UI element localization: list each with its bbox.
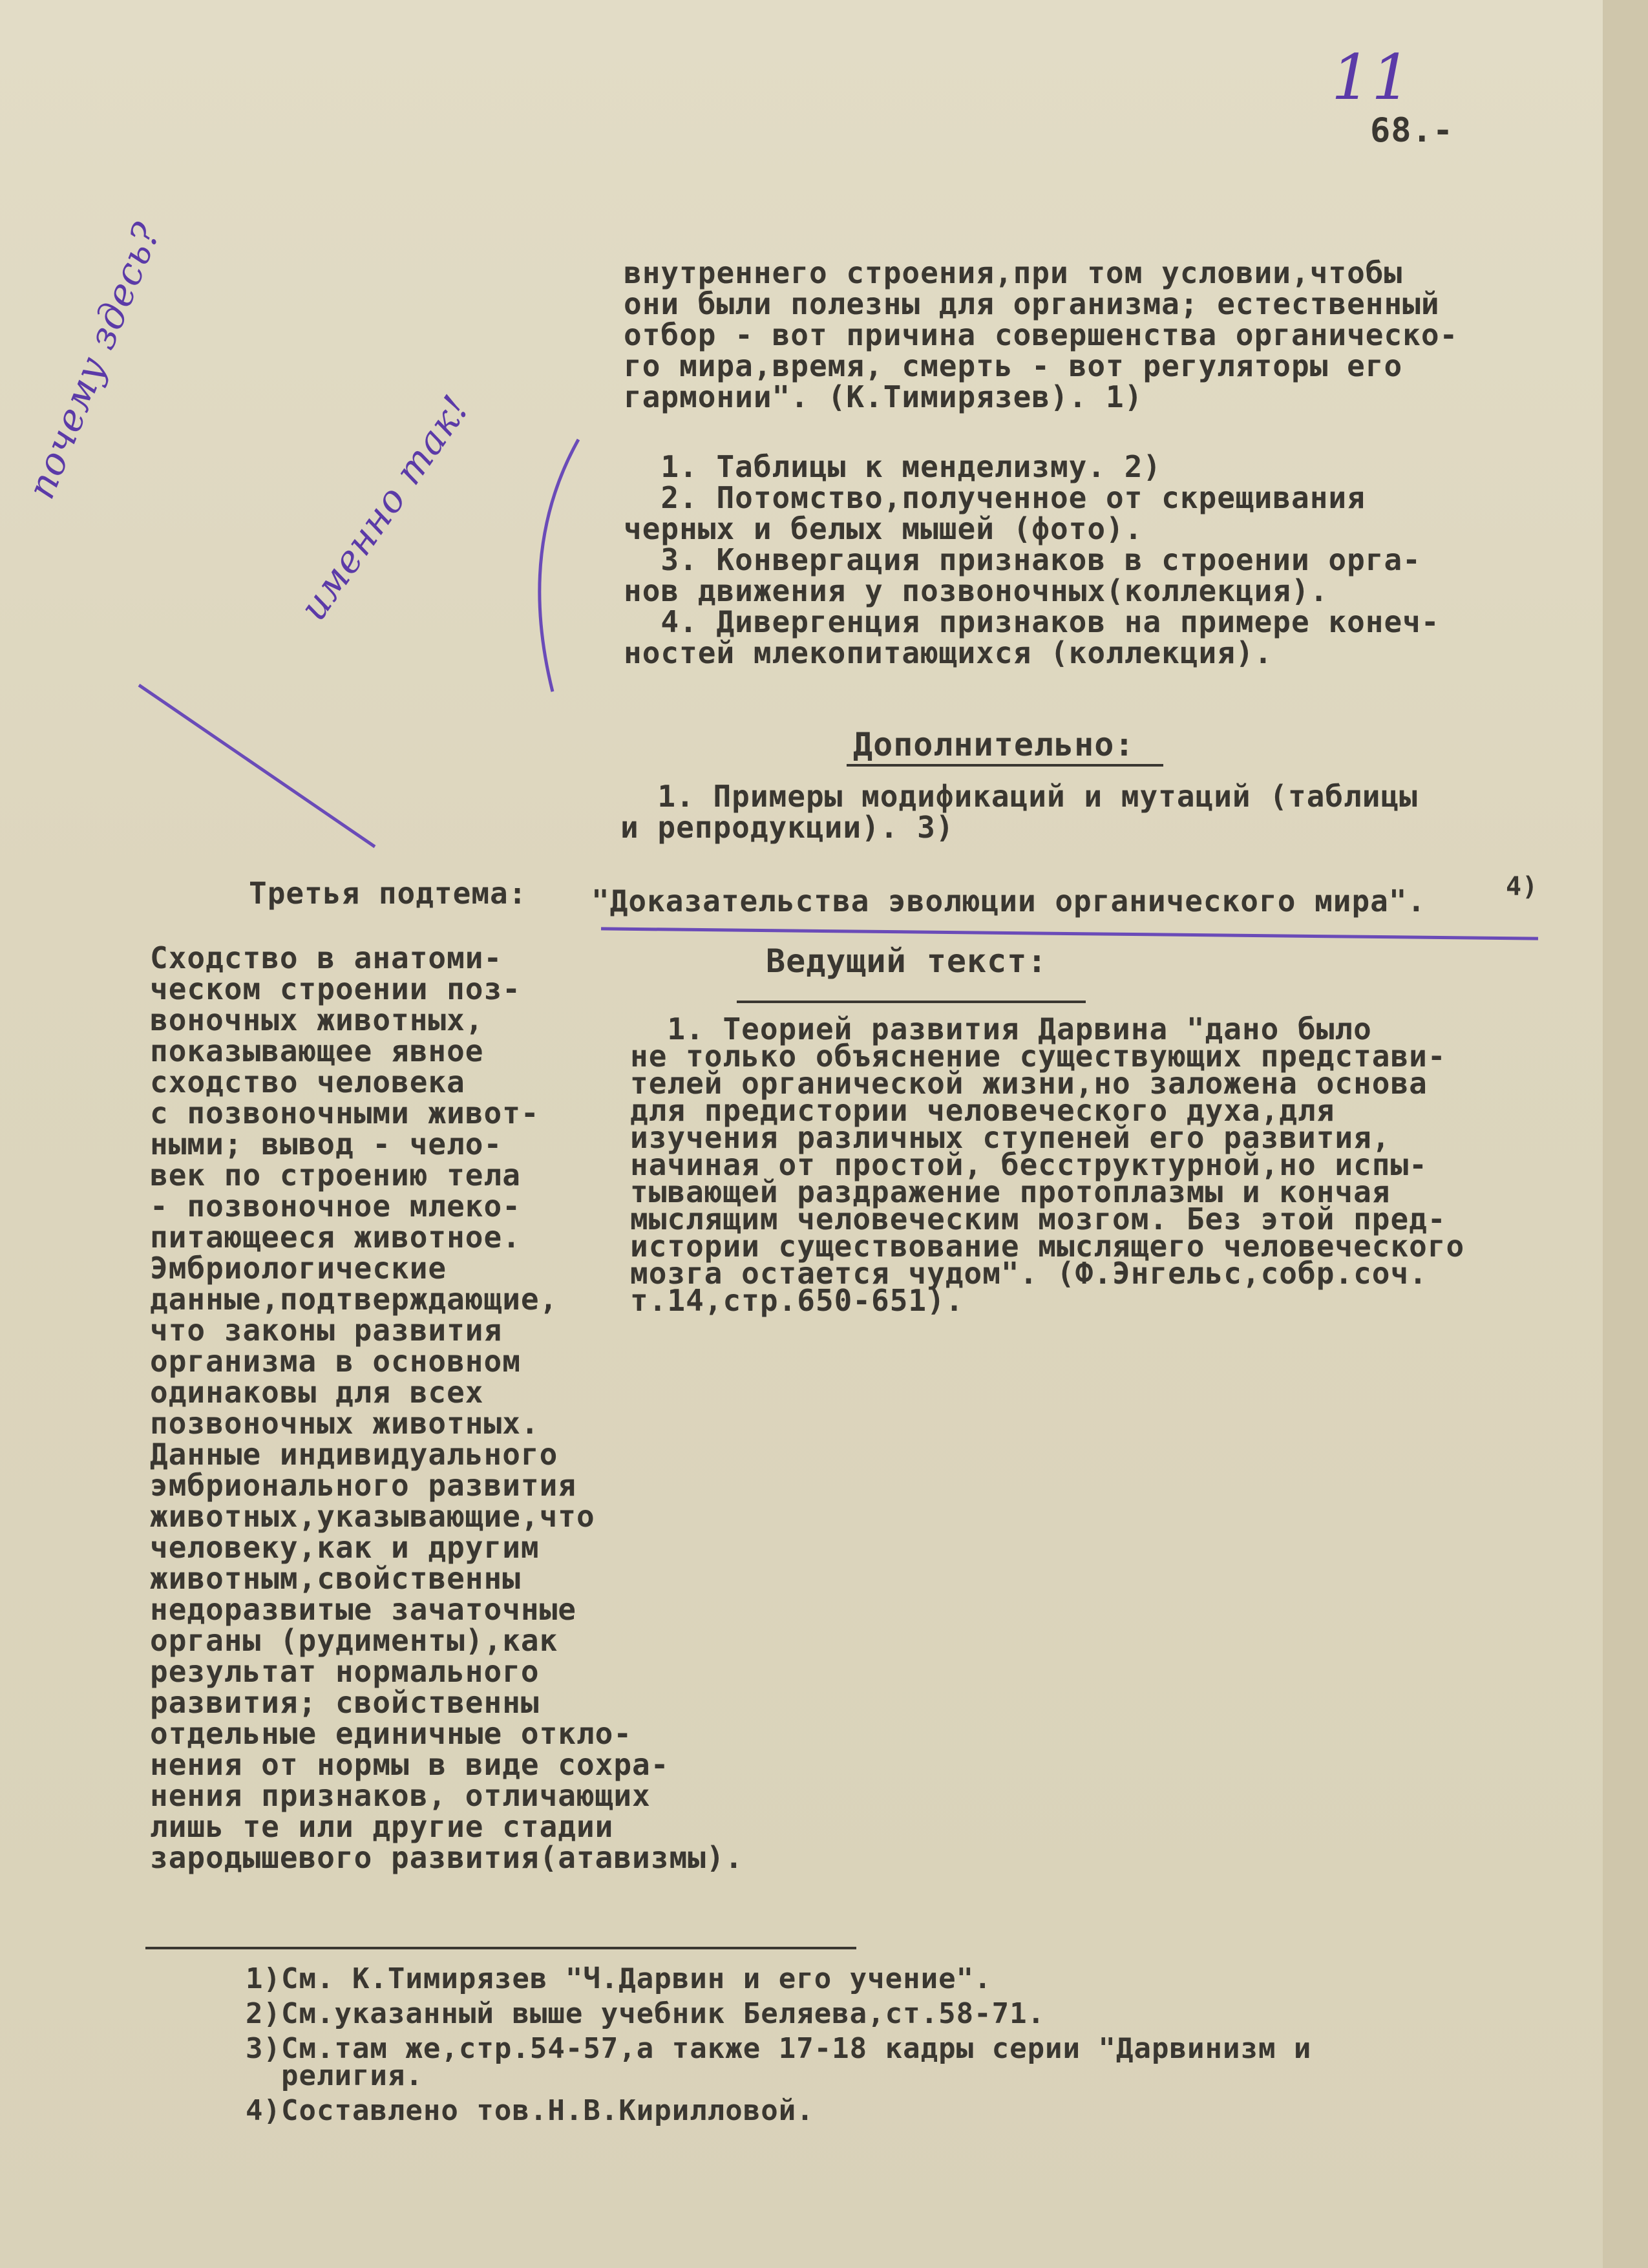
subtopic-footnote-ref: 4) (1506, 872, 1539, 902)
text-line: Сходство в анатоми- (150, 940, 503, 975)
text-line: век по строению тела (150, 1158, 521, 1192)
list-item: нов движения у позвоночных(коллекция). (624, 573, 1329, 608)
footnote: 2)См.указанный выше учебник Беляева,ст.58-71. (246, 1997, 1046, 2030)
text-line: для предистории человеческого духа,для (630, 1093, 1335, 1128)
text-line: эмбрионального развития (150, 1468, 576, 1503)
text-line: мыслящим человеческим мозгом. Без этой пред- (630, 1202, 1446, 1236)
list-item: 1. Примеры модификаций и мутаций (таблицы (620, 779, 1418, 814)
text-line: Эмбриологические (150, 1251, 447, 1286)
list-item: 3. Конвергация признаков в строении орга- (624, 542, 1421, 577)
margin-note-1: почему здесь? (18, 216, 169, 505)
text-line: нения от нормы в виде сохра- (150, 1747, 670, 1782)
heading-underline (847, 764, 1163, 767)
list-item: 1. Таблицы к менделизму. 2) (624, 449, 1162, 484)
text-line: - позвоночное млеко- (150, 1189, 521, 1224)
text-line: показывающее явное (150, 1033, 484, 1068)
subtopic-label: Третья подтема: (249, 876, 527, 911)
text-line: развития; свойственны (150, 1685, 540, 1720)
text-line: животным,свойственны (150, 1561, 521, 1596)
text-line: отдельные единичные откло- (150, 1716, 633, 1751)
footnote: 3)См.там же,стр.54-57,а также 17-18 кадры серии "Дарвинизм и (246, 2032, 1312, 2065)
leading-heading-underline (737, 1001, 1086, 1003)
list-item: черных и белых мышей (фото). (624, 511, 1143, 546)
additional-heading: Дополнительно: (853, 726, 1135, 763)
text-line: ческом строении поз- (150, 971, 521, 1006)
list-item: 2. Потомство,полученное от скрещивания (624, 480, 1366, 515)
subtopic-title: "Доказательства эволюции органического мира". (591, 884, 1426, 918)
list-item: и репродукции). 3) (620, 810, 955, 845)
text-line: позвоночных животных. (150, 1406, 540, 1441)
text-line: воночных животных, (150, 1002, 484, 1037)
text-line: тывающей раздражение протоплазмы и кончая (630, 1174, 1391, 1209)
text-line: питающееся животное. (150, 1220, 521, 1255)
text-line: отбор - вот причина совершенства органическо- (624, 317, 1459, 352)
text-line: мозга остается чудом". (Ф.Энгельс,собр.соч. (630, 1256, 1428, 1291)
text-line: изучения различных ступеней его развития, (630, 1120, 1391, 1155)
text-line: с позвоночными живот- (150, 1096, 540, 1130)
text-line: недоразвитые зачаточные (150, 1592, 576, 1627)
text-line: гармонии". (К.Тимирязев). 1) (624, 379, 1143, 414)
text-line: они были полезны для организма; естественный (624, 286, 1440, 321)
text-line: ными; вывод - чело- (150, 1127, 503, 1161)
text-line: одинаковы для всех (150, 1375, 484, 1410)
text-line: человеку,как и другим (150, 1530, 540, 1565)
text-line: истории существование мыслящего человеческого (630, 1229, 1465, 1264)
margin-note-2: именно так! (291, 387, 478, 629)
footnote: 1)См. К.Тимирязев "Ч.Дарвин и его учение". (246, 1962, 992, 1995)
footnote: 4)Составлено тов.Н.В.Кирилловой. (246, 2094, 814, 2127)
text-line: лишь те или другие стадии (150, 1809, 614, 1844)
text-line: сходство человека (150, 1065, 465, 1099)
archive-mark: 11 (1331, 41, 1412, 114)
text-line: Данные индивидуального (150, 1437, 558, 1472)
text-line: органы (рудименты),как (150, 1623, 558, 1658)
text-line: зародышевого развития(атавизмы). (150, 1840, 744, 1875)
text-line: начиная от простой, бесструктурной,но испы- (630, 1147, 1428, 1182)
text-line: 1. Теорией развития Дарвина "дано было (630, 1012, 1372, 1046)
text-line: результат нормального (150, 1654, 540, 1689)
list-item: ностей млекопитающихся (коллекция). (624, 635, 1273, 670)
sheet-edge (1603, 0, 1648, 2268)
leading-heading: Ведущий текст: (766, 942, 1048, 980)
text-line: животных,указывающие,что (150, 1499, 595, 1534)
footnote-rule (145, 1947, 856, 1949)
footnote: религия. (246, 2059, 423, 2092)
text-line: данные,подтверждающие, (150, 1282, 558, 1317)
list-item: 4. Дивергенция признаков на примере конеч- (624, 604, 1440, 639)
text-line: что законы развития (150, 1313, 503, 1348)
text-line: т.14,стр.650-651). (630, 1283, 964, 1318)
text-line: го мира,время, смерть - вот регуляторы его (624, 348, 1403, 383)
text-line: внутреннего строения,при том условии,чтобы (624, 255, 1403, 290)
page-number: 68.- (1370, 111, 1454, 150)
text-line: организма в основном (150, 1344, 521, 1379)
text-line: телей органической жизни,но заложена основа (630, 1066, 1428, 1101)
text-line: не только объяснение существующих предстaви- (630, 1039, 1446, 1074)
text-line: нения признаков, отличающих (150, 1778, 651, 1813)
